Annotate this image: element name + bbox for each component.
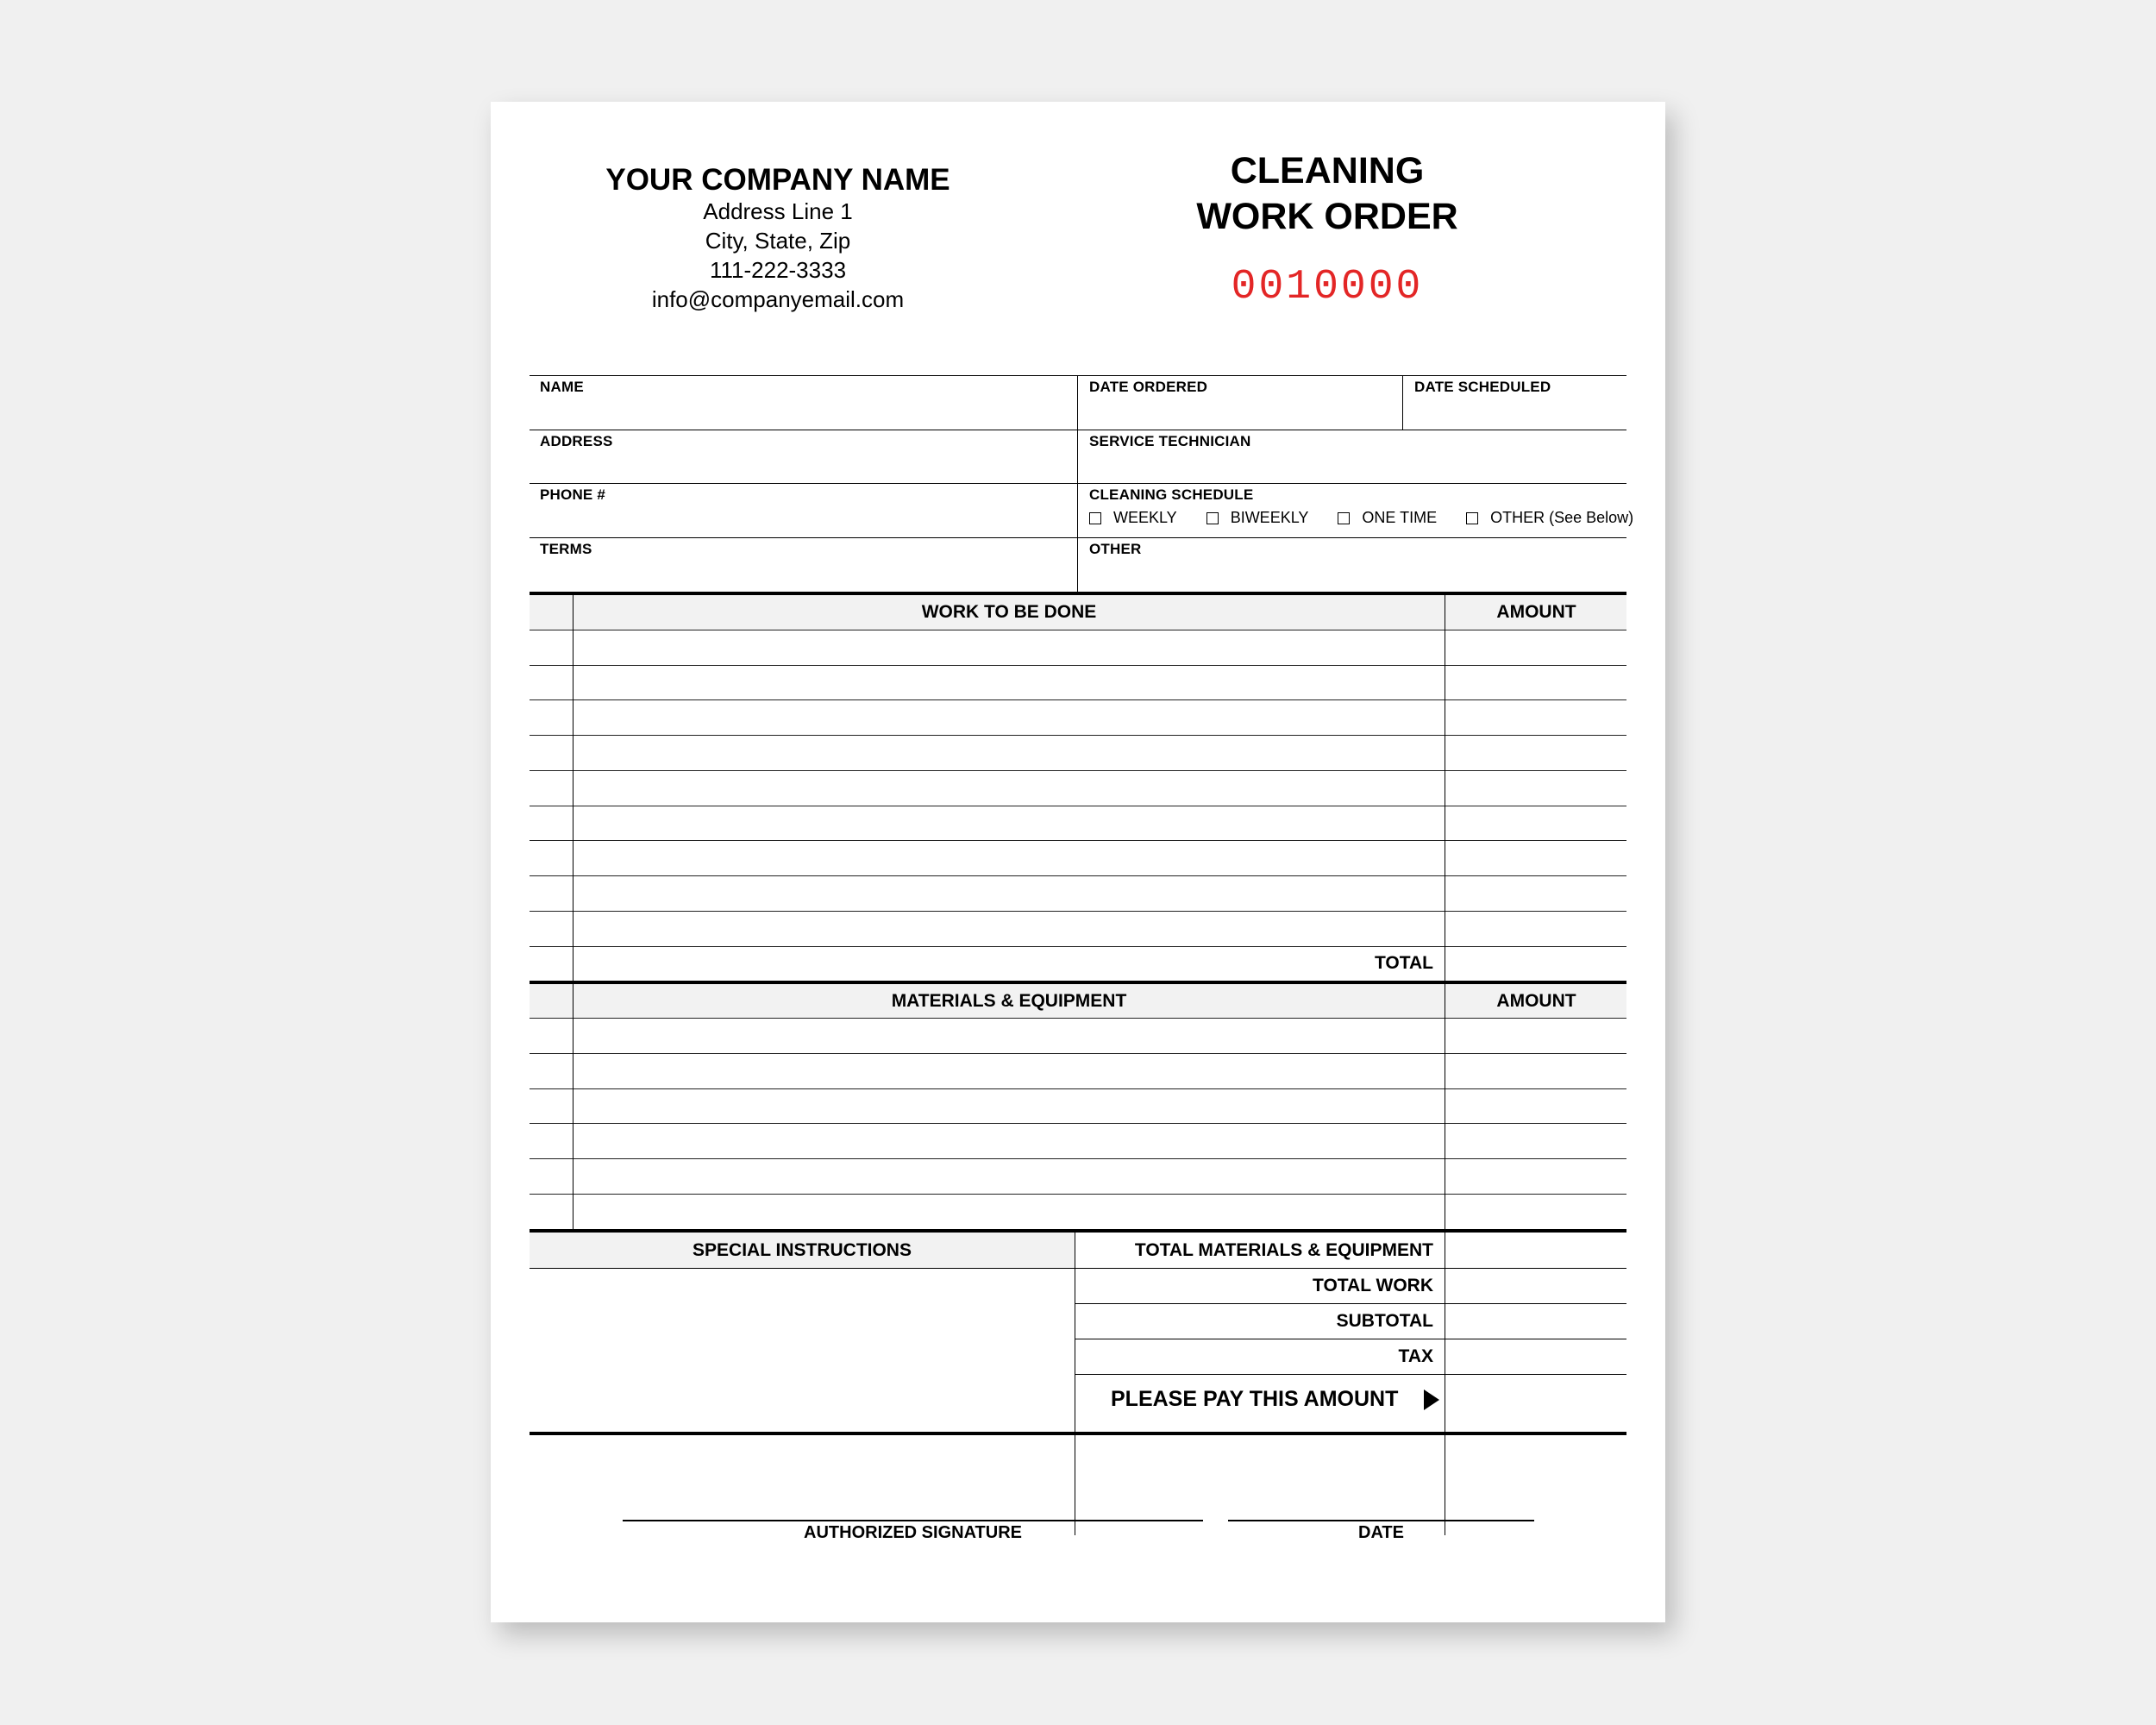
- materials-table-header: MATERIALS & EQUIPMENT: [891, 991, 1127, 1011]
- title-line-1: CLEANING: [1230, 150, 1425, 191]
- name-field[interactable]: NAME: [540, 379, 584, 395]
- company-email: info@companyemail.com: [651, 286, 905, 312]
- please-pay-label: PLEASE PAY THIS AMOUNT: [1111, 1387, 1399, 1411]
- schedule-option-label: BIWEEKLY: [1230, 509, 1309, 526]
- special-instructions-header: SPECIAL INSTRUCTIONS: [693, 1240, 912, 1260]
- grid-line: [530, 483, 1626, 484]
- date-label: DATE: [1358, 1523, 1404, 1542]
- date-scheduled-field[interactable]: DATE SCHEDULED: [1414, 379, 1551, 395]
- table-row[interactable]: [530, 665, 1626, 666]
- grid-line: [530, 537, 1626, 538]
- table-row[interactable]: [530, 1053, 1626, 1054]
- schedule-option-label: OTHER (See Below): [1490, 509, 1634, 526]
- company-address: Address Line 1: [703, 198, 853, 224]
- work-amount-header: AMOUNT: [1496, 602, 1576, 622]
- document-title: [1146, 148, 1508, 240]
- table-border: [530, 1432, 1626, 1435]
- table-row[interactable]: [530, 840, 1626, 841]
- date-line[interactable]: [1228, 1520, 1534, 1521]
- grid-divider: [1402, 375, 1403, 430]
- schedule-option-biweekly[interactable]: [1206, 509, 1309, 527]
- schedule-option-other[interactable]: [1466, 509, 1633, 527]
- checkbox[interactable]: [1089, 512, 1101, 524]
- table-row[interactable]: [530, 1018, 1626, 1019]
- arrow-right-icon: [1424, 1389, 1439, 1410]
- order-number: 0010000: [1231, 264, 1424, 310]
- table-row[interactable]: [530, 1158, 1626, 1159]
- phone-field[interactable]: PHONE #: [540, 486, 606, 503]
- schedule-option-weekly[interactable]: [1089, 509, 1177, 527]
- total-materials-label: TOTAL MATERIALS & EQUIPMENT: [1134, 1240, 1433, 1260]
- schedule-options: [1089, 509, 1633, 527]
- checkbox[interactable]: [1338, 512, 1350, 524]
- table-row[interactable]: [530, 1088, 1626, 1089]
- checkbox[interactable]: [1466, 512, 1478, 524]
- table-border: [530, 592, 1626, 595]
- table-row[interactable]: [530, 699, 1626, 700]
- work-total-label: TOTAL: [1374, 953, 1433, 973]
- table-row[interactable]: [530, 946, 1626, 947]
- table-row[interactable]: [530, 1123, 1626, 1124]
- table-row[interactable]: [530, 770, 1626, 771]
- authorized-signature-label: AUTHORIZED SIGNATURE: [804, 1523, 1022, 1542]
- title-line-2: WORK ORDER: [1196, 196, 1458, 237]
- table-border: [530, 981, 1626, 984]
- cleaning-schedule-label: CLEANING SCHEDULE: [1089, 486, 1254, 503]
- grid-divider: [1077, 375, 1078, 592]
- grid-line: [1075, 1303, 1626, 1304]
- table-row[interactable]: [530, 875, 1626, 876]
- grid-line: [530, 375, 1626, 376]
- table-row[interactable]: [530, 911, 1626, 912]
- grid-line: [1075, 1374, 1626, 1375]
- tax-label: TAX: [1398, 1346, 1433, 1366]
- company-name: YOUR COMPANY NAME: [605, 163, 950, 197]
- other-field[interactable]: OTHER: [1089, 541, 1142, 557]
- terms-field[interactable]: TERMS: [540, 541, 592, 557]
- table-row[interactable]: [530, 735, 1626, 736]
- subtotal-label: SUBTOTAL: [1336, 1311, 1433, 1331]
- work-order-sheet: [491, 102, 1665, 1622]
- grid-line: [530, 1268, 1075, 1269]
- service-technician-field[interactable]: SERVICE TECHNICIAN: [1089, 433, 1251, 449]
- signature-line[interactable]: [623, 1520, 1203, 1521]
- company-phone: 111-222-3333: [709, 257, 847, 283]
- schedule-option-label: WEEKLY: [1113, 509, 1177, 526]
- address-field[interactable]: ADDRESS: [540, 433, 613, 449]
- company-info: [542, 164, 1013, 314]
- date-ordered-field[interactable]: DATE ORDERED: [1089, 379, 1208, 395]
- company-city-state-zip: City, State, Zip: [705, 228, 851, 254]
- materials-amount-header: AMOUNT: [1496, 991, 1576, 1011]
- please-pay-row: [1111, 1387, 1439, 1412]
- table-row[interactable]: [530, 1194, 1626, 1195]
- schedule-option-one-time[interactable]: [1338, 509, 1437, 527]
- schedule-option-label: ONE TIME: [1362, 509, 1438, 526]
- work-table-header: WORK TO BE DONE: [921, 602, 1097, 622]
- checkbox[interactable]: [1206, 512, 1219, 524]
- grid-line: [1075, 1268, 1626, 1269]
- total-work-label: TOTAL WORK: [1313, 1276, 1433, 1295]
